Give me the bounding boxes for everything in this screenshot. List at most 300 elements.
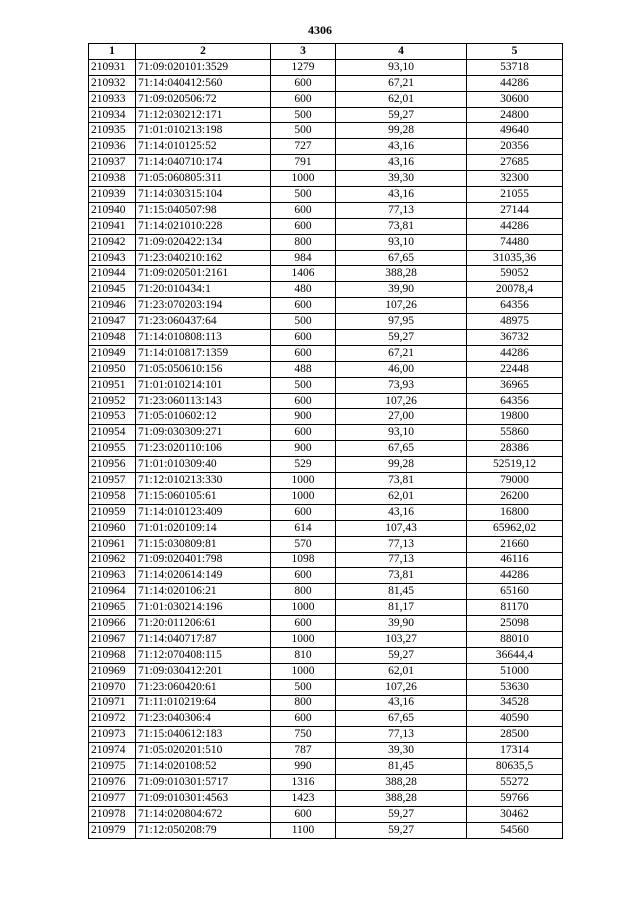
specific-value-cell: 67,65 bbox=[336, 250, 467, 266]
cadastral-value-cell: 64356 bbox=[467, 298, 563, 314]
cadastral-number-cell: 71:14:021010:228 bbox=[136, 218, 271, 234]
table-row bbox=[89, 584, 563, 600]
table-row bbox=[89, 155, 563, 171]
specific-value-cell: 43,16 bbox=[336, 155, 467, 171]
cadastral-number-cell: 71:23:060420:61 bbox=[136, 679, 271, 695]
table-row bbox=[89, 282, 563, 298]
area-cell: 529 bbox=[271, 457, 336, 473]
specific-value-cell: 107,26 bbox=[336, 298, 467, 314]
specific-value-cell: 62,01 bbox=[336, 91, 467, 107]
specific-value-cell: 107,43 bbox=[336, 520, 467, 536]
cadastral-number-cell: 71:09:010301:4563 bbox=[136, 790, 271, 806]
specific-value-cell: 59,27 bbox=[336, 806, 467, 822]
cadastral-number-cell: 71:15:040612:183 bbox=[136, 727, 271, 743]
specific-value-cell: 39,90 bbox=[336, 282, 467, 298]
cadastral-number-cell: 71:23:040210:162 bbox=[136, 250, 271, 266]
area-cell: 800 bbox=[271, 695, 336, 711]
specific-value-cell: 67,21 bbox=[336, 75, 467, 91]
column-header-3: 3 bbox=[271, 44, 336, 60]
area-cell: 800 bbox=[271, 584, 336, 600]
row-number-cell: 210975 bbox=[89, 759, 136, 775]
cadastral-number-cell: 71:14:040717:87 bbox=[136, 631, 271, 647]
cadastral-value-cell: 55272 bbox=[467, 774, 563, 790]
table-row bbox=[89, 473, 563, 489]
table-row bbox=[89, 457, 563, 473]
cadastral-number-cell: 71:12:010213:330 bbox=[136, 473, 271, 489]
cadastral-value-cell: 80635,5 bbox=[467, 759, 563, 775]
area-cell: 500 bbox=[271, 107, 336, 123]
row-number-cell: 210944 bbox=[89, 266, 136, 282]
area-cell: 900 bbox=[271, 441, 336, 457]
table-row bbox=[89, 774, 563, 790]
area-cell: 787 bbox=[271, 743, 336, 759]
cadastral-value-cell: 20356 bbox=[467, 139, 563, 155]
area-cell: 727 bbox=[271, 139, 336, 155]
area-cell: 600 bbox=[271, 806, 336, 822]
area-cell: 500 bbox=[271, 123, 336, 139]
table-row bbox=[89, 187, 563, 203]
specific-value-cell: 73,81 bbox=[336, 568, 467, 584]
row-number-cell: 210942 bbox=[89, 234, 136, 250]
table-row bbox=[89, 822, 563, 838]
cadastral-value-cell: 26200 bbox=[467, 488, 563, 504]
cadastral-number-cell: 71:09:020422:134 bbox=[136, 234, 271, 250]
row-number-cell: 210938 bbox=[89, 171, 136, 187]
row-number-cell: 210970 bbox=[89, 679, 136, 695]
area-cell: 1000 bbox=[271, 631, 336, 647]
row-number-cell: 210956 bbox=[89, 457, 136, 473]
area-cell: 1000 bbox=[271, 663, 336, 679]
cadastral-number-cell: 71:09:020501:2161 bbox=[136, 266, 271, 282]
table-row bbox=[89, 298, 563, 314]
table-row bbox=[89, 250, 563, 266]
area-cell: 810 bbox=[271, 647, 336, 663]
row-number-cell: 210954 bbox=[89, 425, 136, 441]
specific-value-cell: 39,30 bbox=[336, 171, 467, 187]
specific-value-cell: 77,13 bbox=[336, 536, 467, 552]
cadastral-value-cell: 22448 bbox=[467, 361, 563, 377]
area-cell: 600 bbox=[271, 330, 336, 346]
row-number-cell: 210935 bbox=[89, 123, 136, 139]
column-header-5: 5 bbox=[467, 44, 563, 60]
area-cell: 600 bbox=[271, 616, 336, 632]
table-row bbox=[89, 695, 563, 711]
cadastral-value-cell: 44286 bbox=[467, 218, 563, 234]
row-number-cell: 210976 bbox=[89, 774, 136, 790]
cadastral-number-cell: 71:05:010602:12 bbox=[136, 409, 271, 425]
specific-value-cell: 43,16 bbox=[336, 139, 467, 155]
area-cell: 600 bbox=[271, 91, 336, 107]
table-header-row bbox=[89, 44, 563, 60]
cadastral-value-cell: 81170 bbox=[467, 600, 563, 616]
specific-value-cell: 67,65 bbox=[336, 441, 467, 457]
row-number-cell: 210969 bbox=[89, 663, 136, 679]
table-row bbox=[89, 552, 563, 568]
area-cell: 900 bbox=[271, 409, 336, 425]
area-cell: 1423 bbox=[271, 790, 336, 806]
table-row bbox=[89, 536, 563, 552]
row-number-cell: 210973 bbox=[89, 727, 136, 743]
table-row bbox=[89, 488, 563, 504]
cadastral-value-cell: 65160 bbox=[467, 584, 563, 600]
area-cell: 1000 bbox=[271, 473, 336, 489]
table-row bbox=[89, 743, 563, 759]
specific-value-cell: 43,16 bbox=[336, 187, 467, 203]
cadastral-number-cell: 71:23:060113:143 bbox=[136, 393, 271, 409]
row-number-cell: 210964 bbox=[89, 584, 136, 600]
area-cell: 600 bbox=[271, 504, 336, 520]
cadastral-value-cell: 30600 bbox=[467, 91, 563, 107]
specific-value-cell: 73,81 bbox=[336, 473, 467, 489]
specific-value-cell: 388,28 bbox=[336, 774, 467, 790]
cadastral-value-cell: 40590 bbox=[467, 711, 563, 727]
row-number-cell: 210952 bbox=[89, 393, 136, 409]
row-number-cell: 210977 bbox=[89, 790, 136, 806]
cadastral-number-cell: 71:14:030315:104 bbox=[136, 187, 271, 203]
cadastral-value-cell: 27685 bbox=[467, 155, 563, 171]
row-number-cell: 210955 bbox=[89, 441, 136, 457]
table-row bbox=[89, 727, 563, 743]
table-row bbox=[89, 123, 563, 139]
cadastral-number-cell: 71:14:010123:409 bbox=[136, 504, 271, 520]
column-header-4: 4 bbox=[336, 44, 467, 60]
specific-value-cell: 46,00 bbox=[336, 361, 467, 377]
specific-value-cell: 27,00 bbox=[336, 409, 467, 425]
area-cell: 791 bbox=[271, 155, 336, 171]
cadastral-number-cell: 71:20:011206:61 bbox=[136, 616, 271, 632]
area-cell: 1000 bbox=[271, 171, 336, 187]
cadastral-number-cell: 71:14:020108:52 bbox=[136, 759, 271, 775]
area-cell: 488 bbox=[271, 361, 336, 377]
cadastral-value-cell: 24800 bbox=[467, 107, 563, 123]
specific-value-cell: 43,16 bbox=[336, 504, 467, 520]
specific-value-cell: 59,27 bbox=[336, 647, 467, 663]
table-row bbox=[89, 314, 563, 330]
specific-value-cell: 59,27 bbox=[336, 330, 467, 346]
cadastral-value-cell: 36732 bbox=[467, 330, 563, 346]
area-cell: 600 bbox=[271, 75, 336, 91]
specific-value-cell: 77,13 bbox=[336, 202, 467, 218]
cadastral-number-cell: 71:14:020614:149 bbox=[136, 568, 271, 584]
area-cell: 600 bbox=[271, 425, 336, 441]
area-cell: 1279 bbox=[271, 59, 336, 75]
table-row bbox=[89, 107, 563, 123]
cadastral-number-cell: 71:20:010434:1 bbox=[136, 282, 271, 298]
specific-value-cell: 93,10 bbox=[336, 59, 467, 75]
row-number-cell: 210936 bbox=[89, 139, 136, 155]
specific-value-cell: 81,45 bbox=[336, 584, 467, 600]
row-number-cell: 210950 bbox=[89, 361, 136, 377]
row-number-cell: 210943 bbox=[89, 250, 136, 266]
cadastral-number-cell: 71:05:060805:311 bbox=[136, 171, 271, 187]
specific-value-cell: 43,16 bbox=[336, 695, 467, 711]
cadastral-value-cell: 49640 bbox=[467, 123, 563, 139]
row-number-cell: 210963 bbox=[89, 568, 136, 584]
row-number-cell: 210951 bbox=[89, 377, 136, 393]
cadastral-number-cell: 71:23:070203:194 bbox=[136, 298, 271, 314]
table-row bbox=[89, 568, 563, 584]
cadastral-number-cell: 71:23:060437:64 bbox=[136, 314, 271, 330]
row-number-cell: 210962 bbox=[89, 552, 136, 568]
cadastral-value-cell: 52519,12 bbox=[467, 457, 563, 473]
area-cell: 500 bbox=[271, 314, 336, 330]
cadastral-value-cell: 64356 bbox=[467, 393, 563, 409]
row-number-cell: 210934 bbox=[89, 107, 136, 123]
row-number-cell: 210960 bbox=[89, 520, 136, 536]
table-row bbox=[89, 504, 563, 520]
table-row bbox=[89, 202, 563, 218]
row-number-cell: 210933 bbox=[89, 91, 136, 107]
cadastral-value-cell: 21055 bbox=[467, 187, 563, 203]
specific-value-cell: 39,30 bbox=[336, 743, 467, 759]
cadastral-value-cell: 36644,4 bbox=[467, 647, 563, 663]
page-number: 4306 bbox=[308, 23, 332, 37]
specific-value-cell: 81,17 bbox=[336, 600, 467, 616]
row-number-cell: 210941 bbox=[89, 218, 136, 234]
cadastral-number-cell: 71:15:060105:61 bbox=[136, 488, 271, 504]
row-number-cell: 210953 bbox=[89, 409, 136, 425]
area-cell: 500 bbox=[271, 377, 336, 393]
cadastral-value-cell: 59766 bbox=[467, 790, 563, 806]
cadastral-number-cell: 71:05:020201:510 bbox=[136, 743, 271, 759]
row-number-cell: 210966 bbox=[89, 616, 136, 632]
row-number-cell: 210961 bbox=[89, 536, 136, 552]
row-number-cell: 210937 bbox=[89, 155, 136, 171]
area-cell: 1406 bbox=[271, 266, 336, 282]
cadastral-number-cell: 71:01:030214:196 bbox=[136, 600, 271, 616]
cadastral-number-cell: 71:01:010309:40 bbox=[136, 457, 271, 473]
cadastral-number-cell: 71:15:030809:81 bbox=[136, 536, 271, 552]
cadastral-value-cell: 48975 bbox=[467, 314, 563, 330]
row-number-cell: 210940 bbox=[89, 202, 136, 218]
row-number-cell: 210946 bbox=[89, 298, 136, 314]
row-number-cell: 210958 bbox=[89, 488, 136, 504]
table-row bbox=[89, 345, 563, 361]
area-cell: 990 bbox=[271, 759, 336, 775]
cadastral-number-cell: 71:14:020106:21 bbox=[136, 584, 271, 600]
cadastral-value-cell: 17314 bbox=[467, 743, 563, 759]
cadastral-number-cell: 71:14:020804:672 bbox=[136, 806, 271, 822]
cadastral-number-cell: 71:14:010808:113 bbox=[136, 330, 271, 346]
area-cell: 600 bbox=[271, 393, 336, 409]
specific-value-cell: 39,90 bbox=[336, 616, 467, 632]
cadastral-value-cell: 30462 bbox=[467, 806, 563, 822]
cadastral-value-cell: 59052 bbox=[467, 266, 563, 282]
cadastral-number-cell: 71:09:020101:3529 bbox=[136, 59, 271, 75]
cadastral-number-cell: 71:09:030412:201 bbox=[136, 663, 271, 679]
table-row bbox=[89, 806, 563, 822]
cadastral-value-cell: 19800 bbox=[467, 409, 563, 425]
row-number-cell: 210945 bbox=[89, 282, 136, 298]
cadastral-number-cell: 71:11:010219:64 bbox=[136, 695, 271, 711]
cadastral-value-cell: 36965 bbox=[467, 377, 563, 393]
table-row bbox=[89, 234, 563, 250]
cadastral-value-cell: 21660 bbox=[467, 536, 563, 552]
cadastral-value-cell: 74480 bbox=[467, 234, 563, 250]
cadastral-number-cell: 71:09:020506:72 bbox=[136, 91, 271, 107]
row-number-cell: 210939 bbox=[89, 187, 136, 203]
cadastral-number-cell: 71:14:040412:560 bbox=[136, 75, 271, 91]
cadastral-number-cell: 71:01:010214:101 bbox=[136, 377, 271, 393]
table-row bbox=[89, 409, 563, 425]
specific-value-cell: 59,27 bbox=[336, 822, 467, 838]
row-number-cell: 210949 bbox=[89, 345, 136, 361]
area-cell: 600 bbox=[271, 298, 336, 314]
cadastral-value-cell: 51000 bbox=[467, 663, 563, 679]
row-number-cell: 210967 bbox=[89, 631, 136, 647]
area-cell: 600 bbox=[271, 345, 336, 361]
table-row bbox=[89, 647, 563, 663]
table-row bbox=[89, 600, 563, 616]
row-number-cell: 210979 bbox=[89, 822, 136, 838]
table-row bbox=[89, 266, 563, 282]
area-cell: 750 bbox=[271, 727, 336, 743]
row-number-cell: 210931 bbox=[89, 59, 136, 75]
row-number-cell: 210957 bbox=[89, 473, 136, 489]
table-row bbox=[89, 631, 563, 647]
area-cell: 1100 bbox=[271, 822, 336, 838]
cadastral-number-cell: 71:23:040306:4 bbox=[136, 711, 271, 727]
table-row bbox=[89, 759, 563, 775]
specific-value-cell: 107,26 bbox=[336, 393, 467, 409]
specific-value-cell: 93,10 bbox=[336, 425, 467, 441]
area-cell: 1098 bbox=[271, 552, 336, 568]
cadastral-number-cell: 71:14:010125:52 bbox=[136, 139, 271, 155]
cadastral-value-cell: 44286 bbox=[467, 345, 563, 361]
area-cell: 1000 bbox=[271, 600, 336, 616]
cadastral-value-cell: 16800 bbox=[467, 504, 563, 520]
cadastral-number-cell: 71:01:010213:198 bbox=[136, 123, 271, 139]
specific-value-cell: 73,81 bbox=[336, 218, 467, 234]
specific-value-cell: 77,13 bbox=[336, 727, 467, 743]
table-row bbox=[89, 393, 563, 409]
cadastral-number-cell: 71:12:050208:79 bbox=[136, 822, 271, 838]
cadastral-number-cell: 71:01:020109:14 bbox=[136, 520, 271, 536]
specific-value-cell: 388,28 bbox=[336, 266, 467, 282]
cadastral-value-cell: 25098 bbox=[467, 616, 563, 632]
cadastral-value-cell: 79000 bbox=[467, 473, 563, 489]
cadastral-number-cell: 71:23:020110:106 bbox=[136, 441, 271, 457]
specific-value-cell: 67,21 bbox=[336, 345, 467, 361]
specific-value-cell: 97,95 bbox=[336, 314, 467, 330]
cadastral-value-cell: 20078,4 bbox=[467, 282, 563, 298]
cadastral-value-cell: 88010 bbox=[467, 631, 563, 647]
table-row bbox=[89, 91, 563, 107]
area-cell: 600 bbox=[271, 568, 336, 584]
table-row bbox=[89, 790, 563, 806]
specific-value-cell: 81,45 bbox=[336, 759, 467, 775]
specific-value-cell: 93,10 bbox=[336, 234, 467, 250]
table-row bbox=[89, 377, 563, 393]
row-number-cell: 210974 bbox=[89, 743, 136, 759]
specific-value-cell: 388,28 bbox=[336, 790, 467, 806]
column-header-2: 2 bbox=[136, 44, 271, 60]
table-row bbox=[89, 171, 563, 187]
table-row bbox=[89, 425, 563, 441]
cadastral-number-cell: 71:09:020401:798 bbox=[136, 552, 271, 568]
cadastral-value-cell: 65962,02 bbox=[467, 520, 563, 536]
cadastral-number-cell: 71:14:010817:1359 bbox=[136, 345, 271, 361]
cadastral-value-cell: 31035,36 bbox=[467, 250, 563, 266]
row-number-cell: 210965 bbox=[89, 600, 136, 616]
cadastral-number-cell: 71:05:050610:156 bbox=[136, 361, 271, 377]
area-cell: 500 bbox=[271, 679, 336, 695]
specific-value-cell: 99,28 bbox=[336, 123, 467, 139]
area-cell: 614 bbox=[271, 520, 336, 536]
cadastral-value-cell: 53718 bbox=[467, 59, 563, 75]
area-cell: 570 bbox=[271, 536, 336, 552]
table-row bbox=[89, 441, 563, 457]
table-row bbox=[89, 711, 563, 727]
table-body bbox=[89, 59, 563, 838]
table-row bbox=[89, 361, 563, 377]
specific-value-cell: 59,27 bbox=[336, 107, 467, 123]
specific-value-cell: 62,01 bbox=[336, 663, 467, 679]
cadastral-value-cell: 55860 bbox=[467, 425, 563, 441]
cadastral-number-cell: 71:12:030212:171 bbox=[136, 107, 271, 123]
area-cell: 984 bbox=[271, 250, 336, 266]
table-row bbox=[89, 59, 563, 75]
cadastral-number-cell: 71:14:040710:174 bbox=[136, 155, 271, 171]
row-number-cell: 210932 bbox=[89, 75, 136, 91]
cadastral-number-cell: 71:15:040507:98 bbox=[136, 202, 271, 218]
specific-value-cell: 73,93 bbox=[336, 377, 467, 393]
specific-value-cell: 62,01 bbox=[336, 488, 467, 504]
cadastral-value-cell: 44286 bbox=[467, 75, 563, 91]
table-row bbox=[89, 330, 563, 346]
cadastral-number-cell: 71:09:030309:271 bbox=[136, 425, 271, 441]
row-number-cell: 210948 bbox=[89, 330, 136, 346]
table-row bbox=[89, 679, 563, 695]
specific-value-cell: 107,26 bbox=[336, 679, 467, 695]
cadastral-value-cell: 34528 bbox=[467, 695, 563, 711]
cadastral-number-cell: 71:12:070408:115 bbox=[136, 647, 271, 663]
cadastral-value-cell: 44286 bbox=[467, 568, 563, 584]
area-cell: 1316 bbox=[271, 774, 336, 790]
row-number-cell: 210968 bbox=[89, 647, 136, 663]
area-cell: 800 bbox=[271, 234, 336, 250]
cadastral-value-cell: 28500 bbox=[467, 727, 563, 743]
cadastral-value-cell: 53630 bbox=[467, 679, 563, 695]
specific-value-cell: 77,13 bbox=[336, 552, 467, 568]
specific-value-cell: 67,65 bbox=[336, 711, 467, 727]
cadastral-value-cell: 54560 bbox=[467, 822, 563, 838]
area-cell: 600 bbox=[271, 202, 336, 218]
row-number-cell: 210971 bbox=[89, 695, 136, 711]
column-header-1: 1 bbox=[89, 44, 136, 60]
cadastral-value-cell: 28386 bbox=[467, 441, 563, 457]
cadastral-number-cell: 71:09:010301:5717 bbox=[136, 774, 271, 790]
cadastral-value-cell: 46116 bbox=[467, 552, 563, 568]
table-row bbox=[89, 663, 563, 679]
area-cell: 480 bbox=[271, 282, 336, 298]
area-cell: 500 bbox=[271, 187, 336, 203]
row-number-cell: 210947 bbox=[89, 314, 136, 330]
table-row bbox=[89, 616, 563, 632]
area-cell: 600 bbox=[271, 711, 336, 727]
specific-value-cell: 99,28 bbox=[336, 457, 467, 473]
table-row bbox=[89, 139, 563, 155]
table-row bbox=[89, 218, 563, 234]
area-cell: 600 bbox=[271, 218, 336, 234]
row-number-cell: 210959 bbox=[89, 504, 136, 520]
row-number-cell: 210978 bbox=[89, 806, 136, 822]
row-number-cell: 210972 bbox=[89, 711, 136, 727]
area-cell: 1000 bbox=[271, 488, 336, 504]
table-row bbox=[89, 520, 563, 536]
table-row bbox=[89, 75, 563, 91]
cadastral-value-table bbox=[88, 43, 563, 839]
